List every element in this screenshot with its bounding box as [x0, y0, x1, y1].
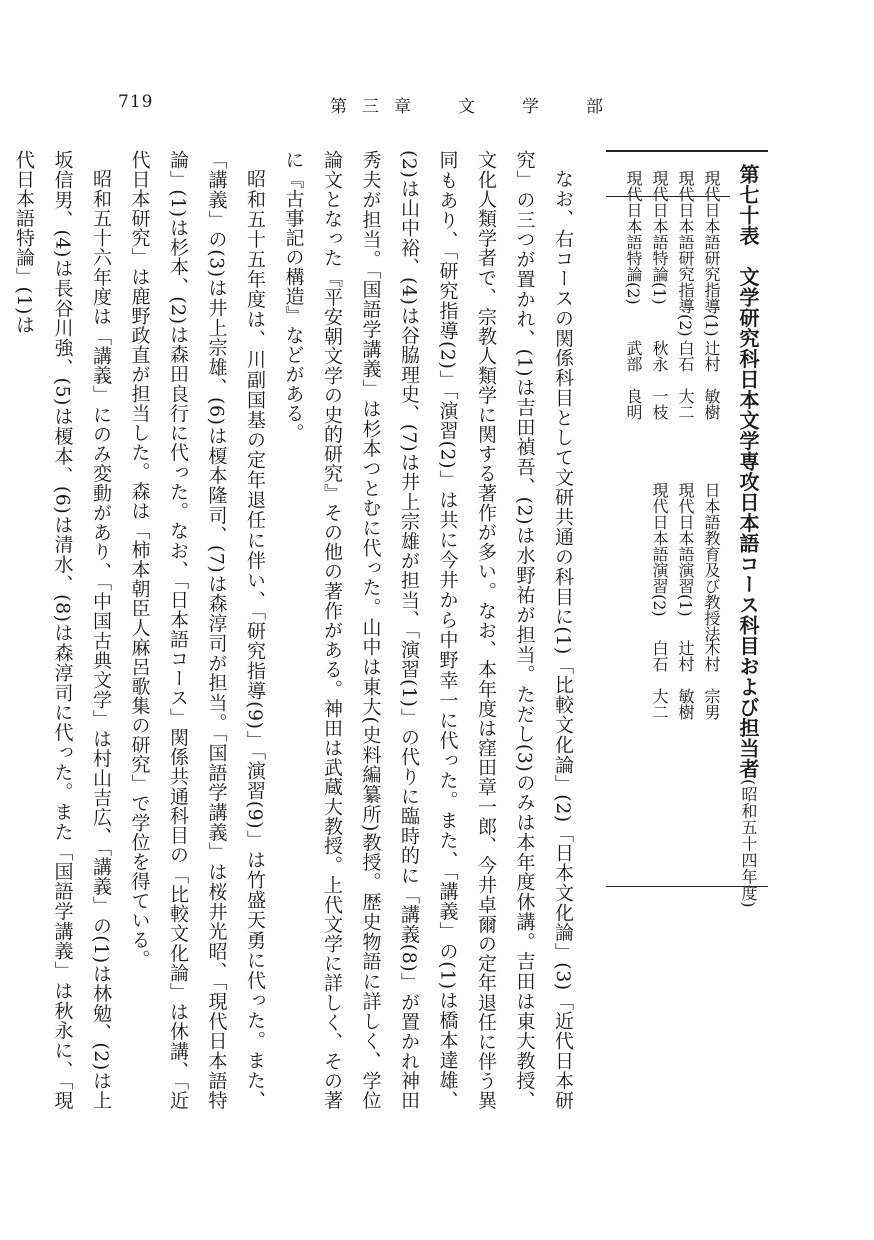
table-row: [698, 170, 724, 420]
instructor-name: 秋永 一枝: [650, 340, 669, 420]
instructor-name: 白石 大二: [676, 340, 695, 420]
table-title-note: (昭和五十四年度): [739, 779, 758, 908]
instructor-name: 辻村 敏樹: [702, 340, 721, 420]
course-name: 現代日本語演習(2): [650, 482, 669, 617]
course-name: 日本語教育及び教授法: [702, 482, 721, 642]
instructor-name: 辻村 敏樹: [676, 640, 695, 720]
table-group-1: [620, 170, 724, 420]
instructor-name: 白石 大二: [650, 640, 669, 720]
page-number: 719: [118, 92, 154, 112]
paragraph: 昭和五十六年度は「講義」にのみ変動があり、「中国古典文学」は村山吉広、「講義」の(1)は林勉、(2)は上坂信男、(4)は長谷川強、(5)は榎本、(6)は清水、(8)は森淳司に代った。また「国語学講義」は秋永に、「現代日本語特論」(1)は: [13, 150, 112, 1110]
course-name: 現代日本語研究指導(1): [702, 170, 721, 337]
course-name: 現代日本語特論(1): [650, 170, 669, 305]
running-head: 第三章 文 学 部: [330, 97, 618, 117]
table-row: [620, 170, 646, 420]
table-row: [672, 482, 698, 720]
body-text: [5, 150, 583, 1110]
paragraph: なお、右コースの関係科目として文研共通の科目に(1)「比較文化論」(2)「日本文化論」(3)「近代日本研究」の三つが置かれ、(1)は吉田禎吾、(2)は水野祐が担当。ただし(3)のみは本年度休講。吉田は東大教授、文化人類学者で、宗教人類学に関する著作が多い。なお、本年度は窪田章一郎、今井卓爾の定年退任に伴う異同もあり、「研究指導(2)」「演習(2)」は共に今井から中野幸一に代った。また、「講義」の(1)は橋本達雄、(2)は山中裕、(4)は谷脇理史、(7)は井上宗雄が担当、「演習(1)」の代りに臨時的に「講義(8)」が置かれ神田秀夫が担当。「国語学講義」は杉本つとむに代った。山中は東大(史料編纂所)教授。歴史物語に詳しく、学位論文となった『平安朝文学の史的研究』その他の著作がある。神田は武蔵大教授。上代文学に詳しく、その著に『古事記の構造』などがある。: [282, 150, 574, 1110]
table-row: [698, 482, 724, 720]
table-title-text: 第七十表 文学研究科日本文学専攻日本語コース科目および担当者: [736, 164, 760, 779]
course-name: 現代日本語演習(1): [676, 482, 695, 617]
table-row: [646, 170, 672, 420]
table-row: [646, 482, 672, 720]
course-name: 現代日本語特論(2): [624, 170, 643, 305]
table-title: [734, 164, 762, 908]
table-group-2: [646, 482, 724, 720]
paragraph: 昭和五十五年度は、川副国基の定年退任に伴い、「研究指導(9)」「演習(9)」は竹盛天勇に代った。また、「講義」の(3)は井上宗雄、(6)は榎本隆司、(7)は森淳司が担当。「国語学講義」は桜井光昭、「現代日本語特論」(1)は杉本、(2)は森田良行に代った。なお、「日本語コース」関係共通科目の「比較文化論」は休講、「近代日本研究」は鹿野政直が担当した。森は「柿本朝臣人麻呂歌集の研究」で学位を得ている。: [128, 150, 266, 1110]
instructor-name: 武部 良明: [624, 340, 643, 420]
instructor-name: 木村 宗男: [702, 640, 721, 720]
table-row: [672, 170, 698, 420]
course-table: [606, 150, 768, 908]
course-name: 現代日本語研究指導(2): [676, 170, 695, 337]
